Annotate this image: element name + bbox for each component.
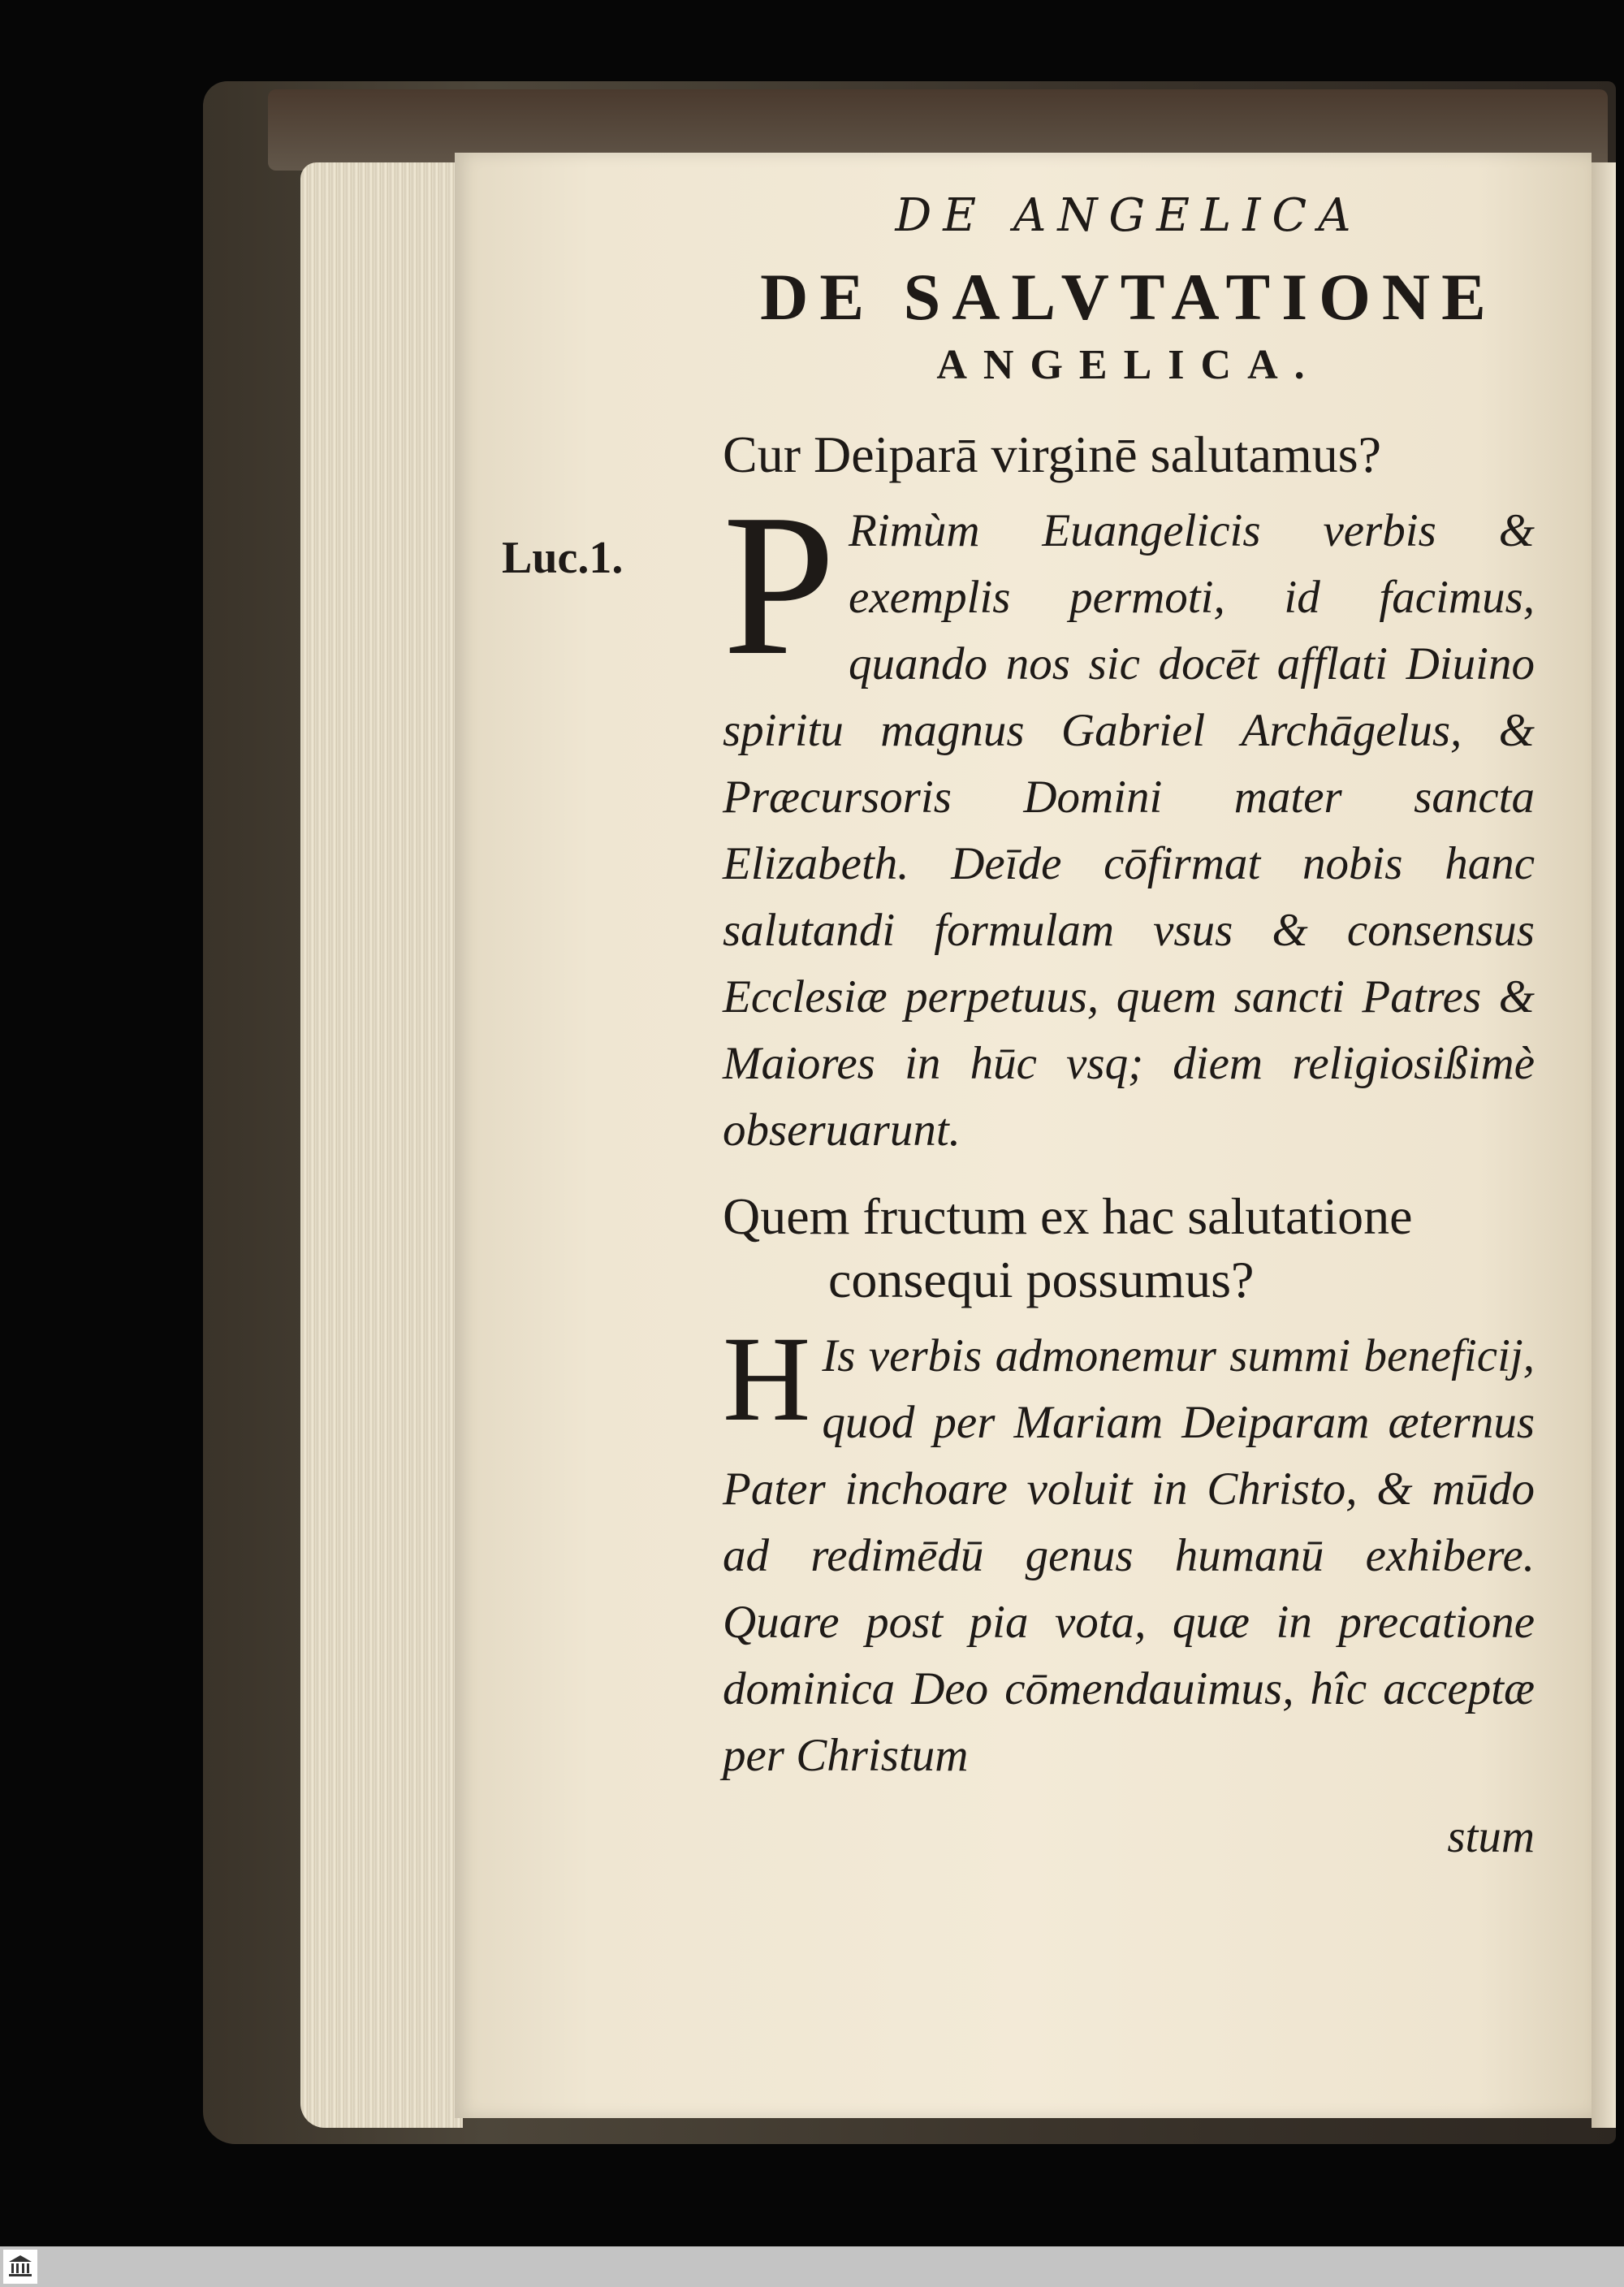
answer-1 <box>723 473 1535 1164</box>
viewer-footer-bar <box>0 2246 1624 2287</box>
answer-2-text: Is verbis admonemur summi beneficij, quod per Mariam Deiparam æternus Pater inchoare voluit in Christo, & mūdo ad redimēdū genus humanū exhibere. Quare post pia vota, quæ in precatione dominica Deo cōmendauimus, hîc acceptæ per Christum <box>723 1330 1535 1782</box>
library-building-icon <box>3 2250 37 2284</box>
facing-page-edge <box>1592 162 1616 2128</box>
margin-note: Luc.1. <box>502 533 624 583</box>
drop-cap-1: P <box>723 473 836 698</box>
question-1: Cur Deiparā virginē salutamus? <box>723 426 1382 484</box>
page-subtitle: ANGELICA. <box>936 341 1321 388</box>
page-title: DE SALVTATIONE <box>760 259 1497 334</box>
answer-2 <box>723 1312 1535 1789</box>
running-head: DE ANGELICA <box>895 189 1363 242</box>
page-edges <box>300 162 463 2128</box>
answer-1-text: Rimùm Euangelicis verbis & exemplis permoti, id facimus, quando nos sic docēt afflati Diuino spiritu magnus Gabriel Archāgelus, & Præcursoris Domini mater sancta Elizabeth. Deīde cōfirmat nobis hanc salutandi formulam vsus & consensus Ecclesiæ perpetuus, quem sancti Patres & Maiores in hūc vsq; diem religiosißimè obseruarunt. <box>723 505 1535 1156</box>
drop-cap-2: H <box>723 1312 811 1447</box>
page-text-block <box>723 191 1535 1863</box>
question-2: Quem fructum ex hac salutatione consequi possumus? <box>723 1187 1413 1309</box>
catchword: stum <box>1447 1811 1535 1863</box>
